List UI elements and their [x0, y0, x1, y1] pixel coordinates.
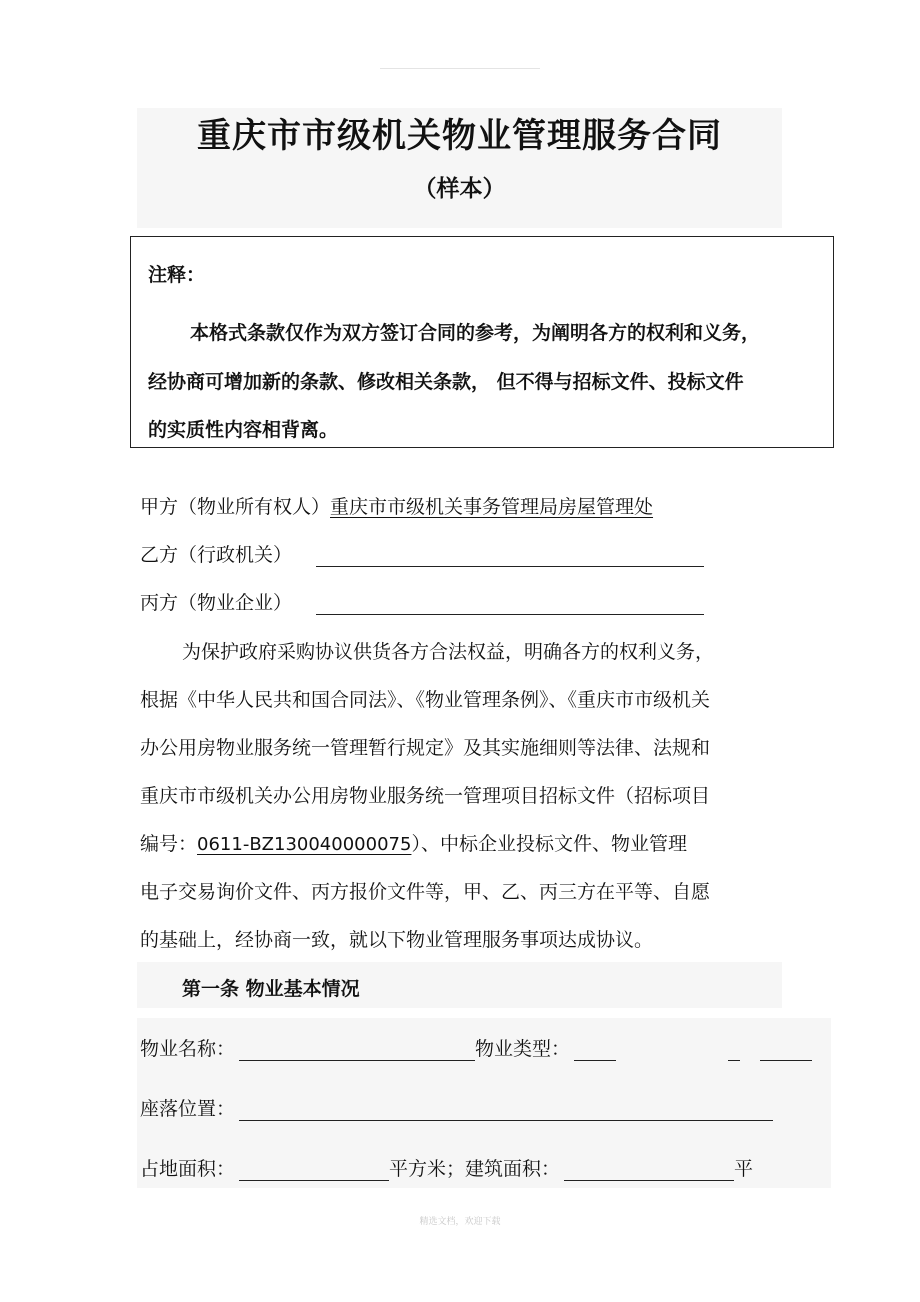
preamble-line	[140, 829, 687, 856]
preamble-line: 电子交易询价文件、丙方报价文件等，甲、乙、丙三方在平等、自愿	[140, 881, 711, 903]
property-type-blank	[728, 1038, 740, 1061]
note-label: 注释：	[148, 264, 206, 286]
preamble-line: 为保护政府采购协议供货各方合法权益，明确各方的权利义务，	[182, 641, 715, 663]
note-line: 本格式条款仅作为双方签订合同的参考，为阐明各方的权利和义务，	[190, 322, 761, 344]
party-a-label: 甲方（物业所有权人）	[140, 496, 331, 518]
preamble-line-suffix: ）、中标企业投标文件、物业管理	[411, 833, 687, 855]
note-line: 的实质性内容相背离。	[148, 419, 339, 441]
location-row	[140, 1094, 773, 1121]
party-b-blank	[316, 544, 704, 567]
project-number: 0611-BZ130040000075	[197, 834, 412, 855]
area-tail: 平	[734, 1158, 754, 1180]
document-title: 重庆市市级机关物业管理服务合同	[197, 116, 722, 156]
party-a-row	[140, 492, 653, 519]
building-area-label: 建筑面积：	[465, 1158, 561, 1180]
property-name-blank	[239, 1038, 475, 1061]
party-b-label: 乙方（行政机关）	[140, 544, 293, 566]
area-row	[140, 1154, 753, 1181]
party-b-row	[140, 540, 704, 567]
property-type-label: 物业类型：	[475, 1038, 571, 1060]
preamble-line: 根据《中华人民共和国合同法》、《物业管理条例》、《重庆市市级机关	[140, 689, 711, 711]
header-rule	[380, 68, 540, 69]
party-c-label: 丙方（物业企业）	[140, 592, 293, 614]
property-type-blank	[760, 1038, 812, 1061]
party-c-blank	[316, 592, 704, 615]
land-area-label: 占地面积：	[140, 1158, 236, 1180]
project-number-label: 编号：	[140, 833, 198, 855]
sqm-label: 平方米；	[389, 1158, 466, 1180]
preamble-line: 办公用房物业服务统一管理暂行规定》及其实施细则等法律、法规和	[140, 737, 711, 759]
note-line: 经协商可增加新的条款、修改相关条款， 但不得与招标文件、投标文件	[148, 371, 744, 393]
location-label: 座落位置：	[140, 1098, 236, 1120]
preamble-line: 重庆市市级机关办公用房物业服务统一管理项目招标文件（招标项目	[140, 785, 711, 807]
location-blank	[239, 1098, 773, 1121]
article-heading: 第一条 物业基本情况	[182, 978, 360, 1000]
property-name-label: 物业名称：	[140, 1038, 236, 1060]
preamble-line: 的基础上，经协商一致，就以下物业管理服务事项达成协议。	[140, 929, 654, 951]
footer-watermark: 精选文档，欢迎下载	[419, 1217, 501, 1227]
property-name-row	[140, 1034, 812, 1061]
land-area-blank	[239, 1158, 389, 1181]
party-a-value: 重庆市市级机关事务管理局房屋管理处	[330, 496, 654, 518]
party-c-row	[140, 588, 704, 615]
building-area-blank	[564, 1158, 734, 1181]
document-subtitle: （样本）	[413, 175, 506, 202]
property-type-blank	[574, 1038, 616, 1061]
